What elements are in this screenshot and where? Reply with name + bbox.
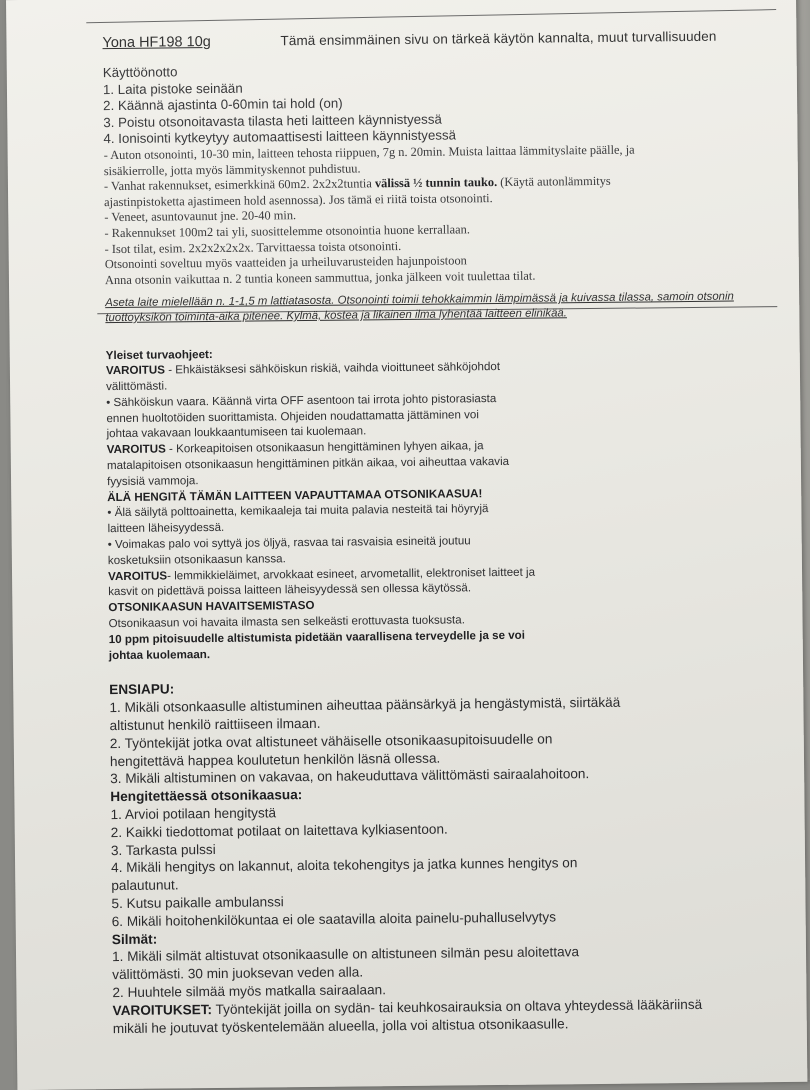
- safety-line-bold: johtaa kuolemaan.: [108, 647, 211, 662]
- setup-detail-text: - Isot tilat, esim. 2x2x2x2x2x. Tarvittaessa toista otsonointi.: [104, 238, 402, 256]
- safety-line-text: - Korkeapitoisen otsonikaasun hengittäminen lyhyen aikaa, ja: [165, 439, 484, 456]
- first-aid-line-text: 1. Mikäli otsonkaasulle altistuminen aiheuttaa päänsärkyä ja hengästymistä, siirtäkää: [109, 694, 621, 716]
- header-note: Tämä ensimmäinen sivu on tärkeä käytön kannalta, muut turvallisuuden: [280, 28, 717, 49]
- first-aid-instructions: [109, 693, 753, 1038]
- safety-line-text: kosketuksiin otsonikaasun kanssa.: [107, 552, 286, 567]
- safety-line-text: - Ehkäistäksesi sähköiskun riskiä, vaihda vioittuneet sähköjohdot: [164, 360, 501, 377]
- safety-line-text: laitteen läheisyydessä.: [107, 521, 225, 536]
- placement-note-line: Aseta laite mielellään n. 1-1,5 m lattiatasosta. Otsonointi toimii tehokkaimmin lämpimässä ja kuivassa tilassa, samoin otsonin: [105, 290, 734, 310]
- section-heading-turvaohjeet: Yleiset turvaohjeet:: [105, 347, 213, 362]
- first-aid-line-text: 1. Mikäli silmät altistuvat otsonikaasulle on altistuneen silmän pesu aloitettava: [111, 944, 580, 965]
- first-aid-line-bold: VAROITUKSET:: [112, 1001, 213, 1018]
- section-heading-kayttoonotto: Käyttöönotto: [102, 64, 178, 81]
- product-title: Yona HF198 10g: [102, 33, 211, 52]
- setup-detail-text: - Vanhat rakennukset, esimerkkinä 60m2. 2x2x2tuntia: [103, 176, 375, 194]
- safety-line-bold: ÄLÄ HENGITÄ TÄMÄN LAITTEEN VAPAUTTAMAA OTSONIKAASUA!: [107, 486, 483, 504]
- safety-line-bold: VAROITUS: [106, 442, 166, 457]
- safety-line-text: • Älä säilytä polttoainetta, kemikaaleja tai muita palavia nesteitä tai höyryjä: [107, 502, 489, 520]
- setup-details: [104, 141, 745, 288]
- first-aid-line-bold: Silmät:: [111, 931, 158, 947]
- first-aid-line-text: palautunut.: [111, 877, 179, 894]
- section-heading-ensiapu: ENSIAPU:: [109, 681, 175, 698]
- safety-line-text: - lemmikkieläimet, arvokkaat esineet, arvometallit, elektroniset laitteet ja: [167, 565, 536, 583]
- setup-detail-text: ajastinpistoketta ajastimeen hold asennossa). Jos tämä ei riitä toista otsonointi.: [104, 190, 493, 209]
- safety-line-bold: OTSONIKAASUN HAVAITSEMISTASO: [108, 599, 315, 615]
- setup-detail-text: sisäkierrolle, jotta myös lämmityskennot puhdistuu.: [103, 160, 361, 178]
- safety-instructions: [106, 357, 749, 664]
- safety-line-text: fyysisiä vammoja.: [106, 474, 199, 488]
- first-aid-line-text: välittömästi. 30 min juoksevan veden alla.: [112, 964, 364, 983]
- first-aid-line-text: hengitettävä happea koulutetun henkilön läsnä ollessa.: [109, 750, 441, 769]
- first-aid-line-text: 3. Mikäli altistuminen on vakavaa, on hakeuduttava välittömästi sairaalahoitoon.: [110, 766, 590, 787]
- setup-detail-emphasis: välissä ½ tunnin tauko.: [374, 175, 498, 191]
- setup-detail-rest: (Käytä autonlämmitys: [497, 173, 611, 190]
- setup-detail-text: - Auton otsonointi, 10-30 min, laitteen tehosta riippuen, 7g n. 20min. Muista laittaa lämmityslaite päälle, ja: [103, 142, 635, 163]
- first-aid-line-text: mikäli he joutuvat työskentelemään alueella, jolla voi altistua otsonikaasulle.: [112, 1015, 569, 1036]
- setup-step: 4. Ionisointi kytkeytyy automaattisesti laitteen käynnistyessä: [103, 127, 457, 147]
- setup-detail-text: Anna otsonin vaikuttaa n. 2 tuntia koneen sammuttua, jonka jälkeen voit tuulettaa tilat.: [104, 268, 536, 287]
- safety-line-text: kasvit on pidettävä poissa laitteen läheisyydessä sen ollessa käytössä.: [108, 581, 472, 599]
- first-aid-line-text: 5. Kutsu paikalle ambulanssi: [111, 894, 284, 912]
- first-aid-line-text: 3. Tarkasta pulssi: [110, 841, 216, 858]
- setup-step: 1. Laita pistoke seinään: [102, 80, 243, 97]
- setup-steps: [103, 75, 744, 148]
- safety-line-text: • Sähköiskun vaara. Käännä virta OFF asentoon tai irrota johto pistorasiasta: [106, 391, 497, 409]
- safety-line-text: johtaa vakavaan loukkaantumiseen tai kuolemaan.: [106, 424, 367, 441]
- document-page: [6, 0, 807, 1090]
- setup-step: 2. Käännä ajastinta 0-60min tai hold (on): [103, 95, 343, 114]
- document-content: [102, 28, 752, 1037]
- first-aid-line-text: 1. Arvioi potilaan hengitystä: [110, 805, 277, 823]
- first-aid-line-text: 2. Kaikki tiedottomat potilaat on laitettava kylkiasentoon.: [110, 821, 448, 840]
- placement-note-line: tuottoyksikön toiminta-aika pitenee. Kylmä, kostea ja likainen ilma lyhentää laitteen elinikää.: [105, 307, 567, 325]
- safety-line-text: ennen huoltotöiden suorittamista. Ohjeiden noudattamatta jättäminen voi: [106, 407, 479, 425]
- first-aid-line-text: 6. Mikäli hoitohenkilökuntaa ei ole saatavilla aloita painelu-puhalluselvytys: [111, 909, 557, 929]
- safety-line-text: Otsonikaasun voi havaita ilmasta sen selkeästi erottuvasta tuoksusta.: [108, 613, 465, 631]
- setup-detail-text: - Veneet, asuntovaunut jne. 20-40 min.: [104, 208, 297, 225]
- safety-line-text: matalapitoisen otsonikaasun hengittäminen pitkän aikaa, voi aiheuttaa vakavia: [106, 454, 510, 473]
- first-aid-line-text: 2. Huuhtele silmää myös matkalla sairaalaan.: [112, 982, 386, 1001]
- safety-line-bold: VAROITUS: [107, 569, 168, 583]
- first-aid-line-text: 4. Mikäli hengitys on lakannut, aloita tekohengitys ja jatka kunnes hengitys on: [111, 855, 578, 876]
- first-aid-line-bold: Hengitettäessä otsonikaasua:: [110, 787, 303, 805]
- top-rule: [86, 9, 776, 23]
- safety-line-text: välittömästi.: [106, 379, 168, 394]
- safety-line-text: • Voimakas palo voi syttyä jos öljyä, rasvaa tai rasvaisia esineitä joutuu: [107, 534, 471, 552]
- safety-line-bold: 10 ppm pitoisuudelle altistumista pidetään vaarallisena terveydelle ja se voi: [108, 628, 526, 646]
- setup-detail-text: Otsonointi soveltuu myös vaatteiden ja urheiluvarusteiden hajunpoistoon: [104, 253, 467, 272]
- first-aid-line-text: Työntekijät joilla on sydän- tai keuhkosairauksia on oltava yhteydessä lääkäriinsä: [211, 996, 703, 1017]
- first-aid-line-text: 2. Työntekijät jotka ovat altistuneet vähäiselle otsonikaasupitoisuudelle on: [109, 731, 553, 751]
- setup-step: 3. Poistu otsonoitavasta tilasta heti laitteen käynnistyessä: [103, 111, 442, 130]
- setup-detail-text: - Rakennukset 100m2 tai yli, suosittelemme otsonointia huone kerrallaan.: [104, 222, 470, 241]
- safety-line-bold: VAROITUS: [105, 363, 166, 378]
- first-aid-line-text: altistunut henkilö raittiiseen ilmaan.: [109, 715, 321, 734]
- header-row: [102, 28, 742, 51]
